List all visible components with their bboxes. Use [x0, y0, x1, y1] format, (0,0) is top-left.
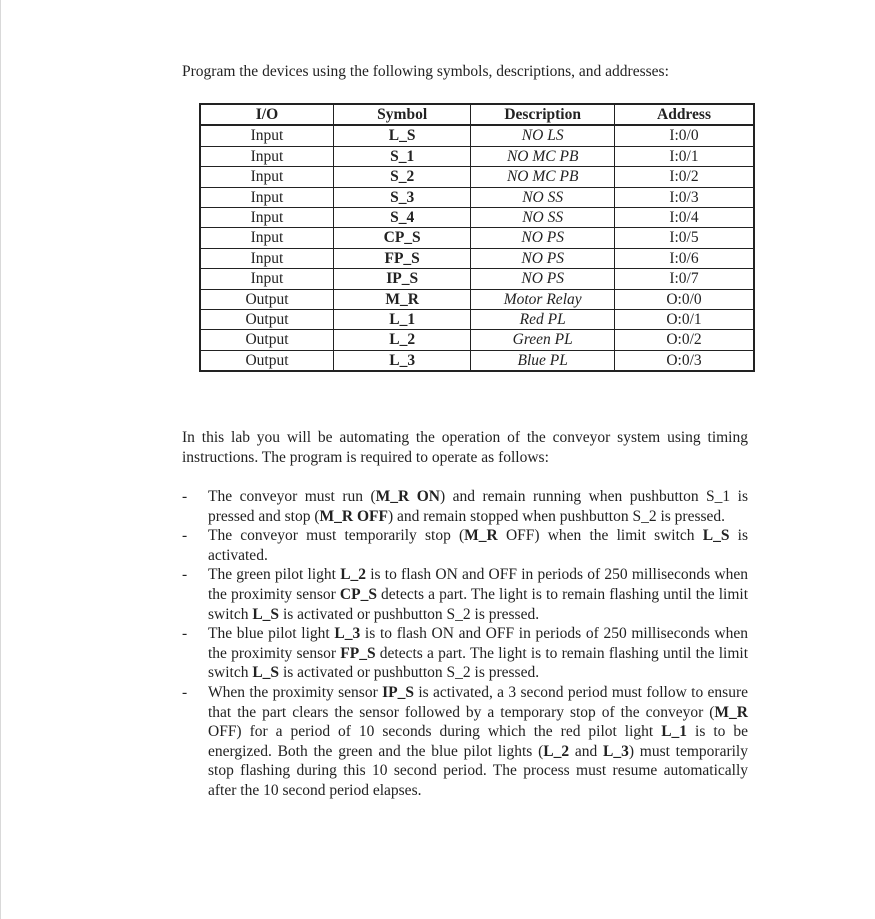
text-segment: is activated.: [208, 527, 748, 564]
text-segment: detects a part. The light is to remain flashing until the limit switch: [208, 585, 749, 623]
header-io: I/O: [200, 104, 333, 125]
cell-description: NO MC PB: [471, 167, 615, 187]
cell-symbol: L_2: [333, 330, 470, 350]
table-row: [200, 248, 754, 268]
cell-io: Input: [200, 187, 333, 207]
cell-symbol: S_4: [333, 207, 470, 227]
cell-io: Output: [200, 350, 333, 371]
cell-io: Output: [200, 330, 333, 350]
cell-address: I:0/6: [614, 248, 754, 268]
table-row: [200, 269, 754, 289]
text-segment: OFF) when the limit switch: [497, 527, 703, 545]
cell-symbol: FP_S: [333, 248, 470, 268]
cell-symbol: M_R: [333, 289, 470, 309]
table-row: [200, 187, 754, 207]
bold-symbol: L_2: [543, 742, 570, 760]
table-row: [200, 167, 754, 187]
bullet-dash: -: [182, 625, 188, 643]
table-row: [200, 146, 754, 166]
cell-address: I:0/4: [614, 207, 754, 227]
text-segment: is activated, a 3 second period must follow to ensure that the part clears the sensor followed by a temporary stop of the conveyor (: [208, 683, 748, 721]
table-body: [200, 125, 754, 371]
cell-io: Output: [200, 289, 333, 309]
bullet-dash: -: [182, 683, 188, 701]
bold-symbol: IP_S: [382, 683, 414, 701]
cell-description: Blue PL: [471, 350, 615, 371]
text-segment: is to flash ON and OFF in periods of 250 milliseconds when the proximity sensor: [208, 625, 748, 662]
bold-symbol: M_R: [714, 703, 748, 721]
cell-description: NO SS: [471, 207, 615, 227]
header-address: Address: [614, 104, 754, 125]
cell-symbol: L_S: [333, 125, 470, 146]
bold-symbol: L_1: [661, 723, 688, 741]
text-segment: The green pilot light: [208, 566, 341, 584]
cell-io: Input: [200, 167, 333, 187]
cell-address: I:0/1: [614, 146, 754, 166]
text-segment: The blue pilot light: [208, 625, 335, 643]
text-segment: and: [569, 742, 603, 760]
bold-symbol: L_S: [252, 664, 280, 682]
cell-description: NO MC PB: [471, 146, 615, 166]
table-row: [200, 289, 754, 309]
cell-address: O:0/1: [614, 309, 754, 329]
intro-text: Program the devices using the following symbols, descriptions, and addresses:: [182, 63, 669, 80]
table-row: [200, 309, 754, 329]
bold-symbol: L_S: [702, 527, 730, 545]
bold-symbol: L_3: [603, 742, 629, 760]
bold-symbol: L_2: [340, 566, 367, 584]
bold-symbol: L_3: [334, 625, 361, 643]
header-description: Description: [471, 104, 615, 125]
cell-address: I:0/0: [614, 125, 754, 146]
table-row: [200, 330, 754, 350]
table-row: [200, 207, 754, 227]
text-segment: is activated or pushbutton S_2 is pressed.: [279, 664, 540, 682]
cell-description: NO SS: [471, 187, 615, 207]
cell-description: Green PL: [471, 330, 615, 350]
table-row: [200, 350, 754, 371]
cell-io: Input: [200, 269, 333, 289]
text-segment: is activated or pushbutton S_2 is pressed.: [279, 605, 540, 623]
cell-symbol: S_2: [333, 167, 470, 187]
cell-symbol: CP_S: [333, 228, 470, 248]
text-segment: When the proximity sensor: [208, 683, 383, 701]
text-segment: The conveyor must temporarily stop (: [208, 527, 465, 545]
cell-address: O:0/0: [614, 289, 754, 309]
io-table: [199, 103, 755, 372]
list-item: [182, 487, 748, 526]
cell-address: I:0/2: [614, 167, 754, 187]
bold-symbol: M_R ON: [375, 488, 440, 505]
text-segment: ) and remain stopped when pushbutton S_2 is pressed.: [387, 507, 726, 525]
text-segment: is to be energized. Both the green and the blue pilot lights (: [208, 723, 748, 760]
cell-io: Input: [200, 125, 333, 146]
cell-symbol: S_3: [333, 187, 470, 207]
list-item: [182, 526, 748, 565]
cell-description: NO PS: [471, 269, 615, 289]
cell-io: Input: [200, 228, 333, 248]
cell-address: O:0/3: [614, 350, 754, 371]
text-segment: ) and remain running when pushbutton S_1 is pressed and stop (: [208, 488, 748, 525]
bold-symbol: M_R: [464, 527, 498, 545]
bold-symbol: M_R OFF: [319, 507, 388, 525]
text-segment: OFF) for a period of 10 seconds during which the red pilot light: [208, 723, 662, 741]
cell-description: Motor Relay: [471, 289, 615, 309]
cell-io: Input: [200, 146, 333, 166]
bullet-dash: -: [182, 566, 188, 584]
text-segment: ) must temporarily stop flashing during this 10 second period. The process must resume automatically after the 10 second period elapses.: [208, 742, 748, 799]
requirements-list: [182, 487, 748, 801]
text-segment: is to flash ON and OFF in periods of 250 milliseconds when the proximity sensor: [208, 566, 748, 603]
cell-description: NO LS: [471, 125, 615, 146]
list-item: [182, 624, 748, 683]
bold-symbol: CP_S: [339, 585, 377, 603]
table-header-row: [200, 104, 754, 125]
header-symbol: Symbol: [333, 104, 470, 125]
text-segment: detects a part. The light is to remain flashing until the limit switch: [208, 644, 749, 682]
cell-description: NO PS: [471, 228, 615, 248]
cell-symbol: S_1: [333, 146, 470, 166]
table-row: [200, 125, 754, 146]
cell-io: Input: [200, 248, 333, 268]
cell-symbol: L_1: [333, 309, 470, 329]
bold-symbol: FP_S: [340, 644, 376, 662]
bullet-dash: -: [182, 527, 188, 545]
list-item: [182, 565, 748, 624]
lab-description: In this lab you will be automating the operation of the conveyor system using timing instructions. The program is required to operate as follows:: [182, 429, 748, 466]
cell-address: O:0/2: [614, 330, 754, 350]
cell-description: NO PS: [471, 248, 615, 268]
cell-description: Red PL: [471, 309, 615, 329]
cell-symbol: L_3: [333, 350, 470, 371]
cell-address: I:0/5: [614, 228, 754, 248]
cell-address: I:0/3: [614, 187, 754, 207]
page-edge: [0, 0, 1, 919]
cell-symbol: IP_S: [333, 269, 470, 289]
cell-address: I:0/7: [614, 269, 754, 289]
bullet-dash: -: [182, 488, 188, 505]
table-row: [200, 228, 754, 248]
bold-symbol: L_S: [252, 605, 280, 623]
list-item: [182, 683, 748, 801]
text-segment: The conveyor must run (: [208, 488, 376, 505]
cell-io: Output: [200, 309, 333, 329]
cell-io: Input: [200, 207, 333, 227]
